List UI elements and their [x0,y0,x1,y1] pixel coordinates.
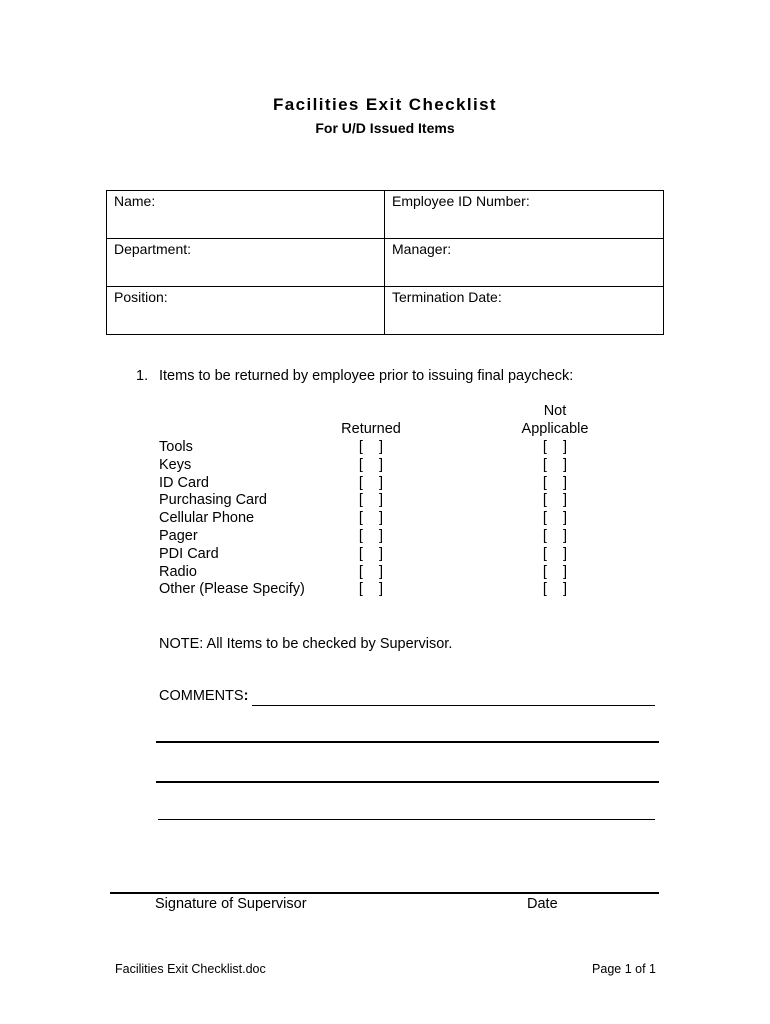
table-row [107,287,664,335]
signature-line[interactable] [110,892,659,894]
footer-filename: Facilities Exit Checklist.doc [115,962,266,976]
returned-checkbox[interactable]: [ ] [358,474,384,491]
employee-id-field[interactable]: Employee ID Number: [385,191,664,239]
date-label: Date [527,896,558,912]
comments-line[interactable] [156,781,659,783]
returned-checkbox-column [330,439,412,599]
list-item: Keys [159,456,192,473]
item-list [159,439,305,599]
signature-label: Signature of Supervisor [155,896,307,912]
list-item: Purchasing Card [159,492,267,509]
employee-info-table [106,190,664,335]
document-subtitle: For U/D Issued Items [315,120,455,136]
returned-checkbox[interactable]: [ ] [358,545,384,562]
name-field[interactable]: Name: [107,191,385,239]
not-applicable-checkbox[interactable]: [ ] [542,545,568,562]
list-item: Radio [159,563,197,580]
not-applicable-header-line2: Applicable [521,421,589,437]
returned-checkbox[interactable]: [ ] [358,439,384,455]
not-applicable-checkbox[interactable]: [ ] [542,474,568,491]
table-row [107,191,664,239]
list-item: Pager [159,527,198,544]
list-item: PDI Card [159,545,219,562]
comments-line[interactable] [252,705,655,706]
not-applicable-checkbox[interactable]: [ ] [542,563,568,580]
returned-checkbox[interactable]: [ ] [358,510,384,527]
termination-date-field[interactable]: Termination Date: [385,287,664,335]
not-applicable-checkbox[interactable]: [ ] [542,527,568,544]
returned-checkbox[interactable]: [ ] [358,581,384,598]
returned-checkbox[interactable]: [ ] [358,527,384,544]
comments-label-text: COMMENTS [159,688,244,704]
not-applicable-checkbox-column [510,439,600,599]
list-item: Cellular Phone [159,510,255,527]
supervisor-note: NOTE: All Items to be checked by Supervisor. [159,636,453,652]
footer-page-number: Page 1 of 1 [592,962,656,976]
document-title: Facilities Exit Checklist [273,95,497,114]
not-applicable-checkbox[interactable]: [ ] [542,492,568,509]
returned-checkbox[interactable]: [ ] [358,492,384,509]
returned-checkbox[interactable]: [ ] [358,456,384,473]
department-field[interactable]: Department: [107,239,385,287]
comments-label-colon: : [243,688,249,704]
not-applicable-header-line1: Not [543,403,567,419]
returned-checkbox[interactable]: [ ] [358,563,384,580]
list-item: Other (Please Specify) [159,581,305,598]
list-item: Tools [159,439,193,455]
comments-line[interactable] [156,741,659,743]
section-heading: Items to be returned by employee prior to issuing final paycheck: [159,368,574,384]
not-applicable-checkbox[interactable]: [ ] [542,581,568,598]
not-applicable-checkbox[interactable]: [ ] [542,439,568,455]
comments-line[interactable] [158,819,655,820]
not-applicable-checkbox[interactable]: [ ] [542,510,568,527]
returned-header: Returned [341,421,401,437]
table-row [107,239,664,287]
comments-label [159,688,248,704]
manager-field[interactable]: Manager: [385,239,664,287]
list-item: ID Card [159,474,209,491]
not-applicable-checkbox[interactable]: [ ] [542,456,568,473]
position-field[interactable]: Position: [107,287,385,335]
section-number: 1. [136,368,149,384]
